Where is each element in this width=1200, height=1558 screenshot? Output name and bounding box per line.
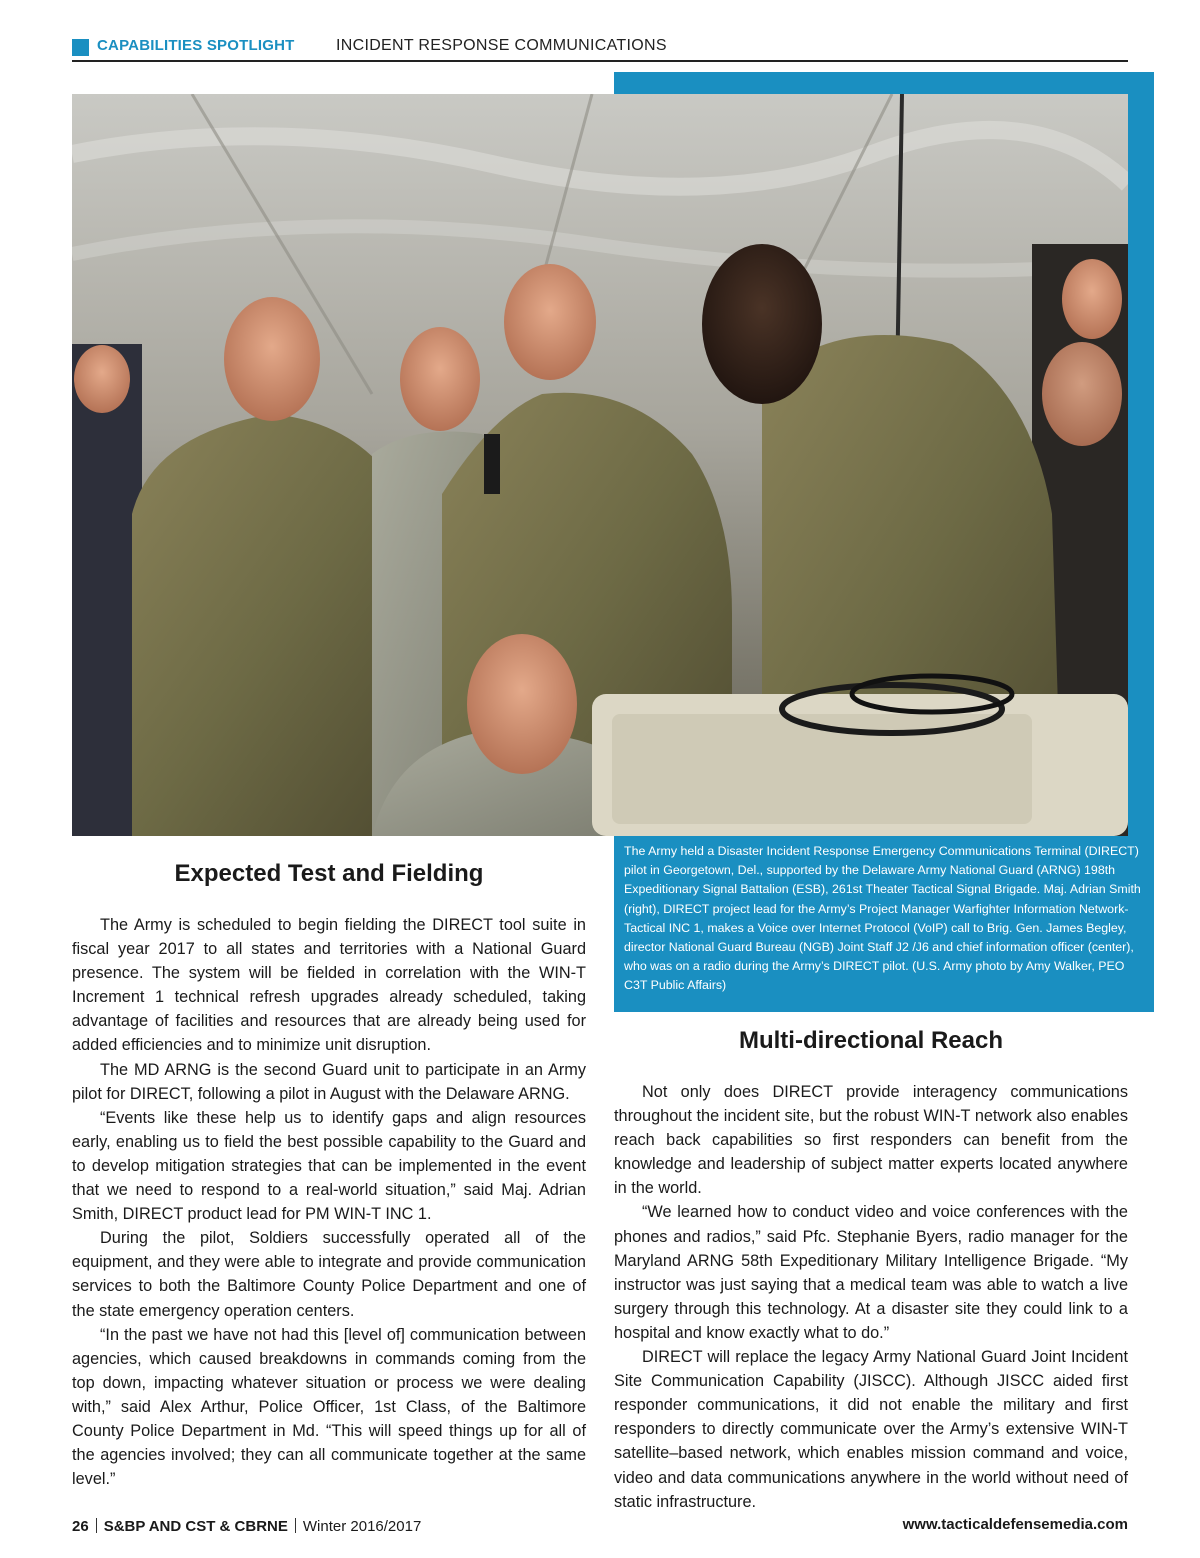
right-paragraph-1: Not only does DIRECT provide interagency communications throughout the incident site, but the robust WIN-T network also enables reach back capabilities so first responders can benefit from the knowledge and leadership of subject matter experts located anywhere in the world. <box>614 1083 1128 1198</box>
section-title: INCIDENT RESPONSE COMMUNICATIONS <box>336 37 667 54</box>
footer-divider <box>295 1518 296 1533</box>
right-paragraph-3: DIRECT will replace the legacy Army National Guard Joint Incident Site Communication Capability (JISCC). Although JISCC aided first responder communications, it did not enable the military and first responders to directly communicate over the Army’s extensive WIN-T satellite–based network, which enables mission command and voice, video and data communications anywhere in the world without need of static infrastructure. <box>614 1348 1128 1511</box>
left-paragraph-1: The Army is scheduled to begin fielding the DIRECT tool suite in fiscal year 2017 to all states and territories with a National Guard presence. The system will be fielded in correlation with the WIN-T Increment 1 technical refresh upgrades already scheduled, taking advantage of facilities and resources that are already being used for added efficiencies and to minimize unit disruption. <box>72 916 586 1055</box>
website-link[interactable]: www.tacticaldefensemedia.com <box>902 1516 1128 1533</box>
left-paragraph-4: During the pilot, Soldiers successfully operated all of the equipment, and they were able to integrate and provide communication services to both the Baltimore County Police Department and one of the state emergency operation centers. <box>72 1229 586 1320</box>
section-kicker: CAPABILITIES SPOTLIGHT <box>97 37 295 54</box>
left-heading: Expected Test and Fielding <box>174 860 484 887</box>
right-paragraph-2: “We learned how to conduct video and voice conferences with the phones and radios,” said Pfc. Stephanie Byers, radio manager for the Maryland ARNG 58th Expeditionary Military Intelligence Brigade. “My instructor was just saying that a medical team was able to watch a live surgery through this technology. At a disaster site they could link to a hospital and know exactly what to do.” <box>614 1203 1128 1342</box>
publication-name: S&BP AND CST & CBRNE <box>103 1518 288 1535</box>
feature-photo <box>72 94 1128 836</box>
footer-divider <box>96 1518 97 1533</box>
page-number: 26 <box>72 1518 89 1535</box>
issue-date: Winter 2016/2017 <box>302 1518 422 1535</box>
page-footer <box>72 1518 421 1535</box>
left-column-body <box>72 913 586 1491</box>
left-paragraph-3: “Events like these help us to identify gaps and align resources early, enabling us to field the best possible capability to the Guard and to develop mitigation strategies that can be implemented in the event that we need to respond to a real-world situation,” said Maj. Adrian Smith, DIRECT product lead for PM WIN-T INC 1. <box>72 1108 586 1224</box>
header-rule <box>72 60 1128 62</box>
section-square-icon <box>72 39 89 56</box>
photo-caption: The Army held a Disaster Incident Response Emergency Communications Terminal (DIRECT) pilot in Georgetown, Del., supported by the Delaware Army National Guard (ARNG) 198th Expeditionary Signal Battalion (ESB), 261st Theater Tactical Signal Brigade. Maj. Adrian Smith (right), DIRECT project lead for the Army’s Project Manager Warfighter Information Network-Tactical INC 1, makes a Voice over Internet Protocol (VoIP) call to Brig. Gen. James Begley, director National Guard Bureau (NGB) Joint Staff J2 /J6 and chief information officer (center), who was on a radio during the Army’s DIRECT pilot. (U.S. Army photo by Amy Walker, PEO C3T Public Affairs) <box>624 844 1141 993</box>
page-header <box>72 36 1128 60</box>
right-heading: Multi-directional Reach <box>738 1027 1004 1054</box>
left-paragraph-5: “In the past we have not had this [level of] communication between agencies, which caused breakdowns in commands coming from the top down, impacting whatever situation or process we were dealing with,” said Alex Arthur, Police Officer, 1st Class, of the Baltimore County Police Department in Md. “This will speed things up for all of the agencies involved; they can all communicate together at the same level.” <box>72 1325 586 1489</box>
photo-illustration <box>72 94 1128 836</box>
right-column-body <box>614 1080 1128 1514</box>
left-paragraph-2: The MD ARNG is the second Guard unit to participate in an Army pilot for DIRECT, following a pilot in August with the Delaware ARNG. <box>72 1060 586 1103</box>
